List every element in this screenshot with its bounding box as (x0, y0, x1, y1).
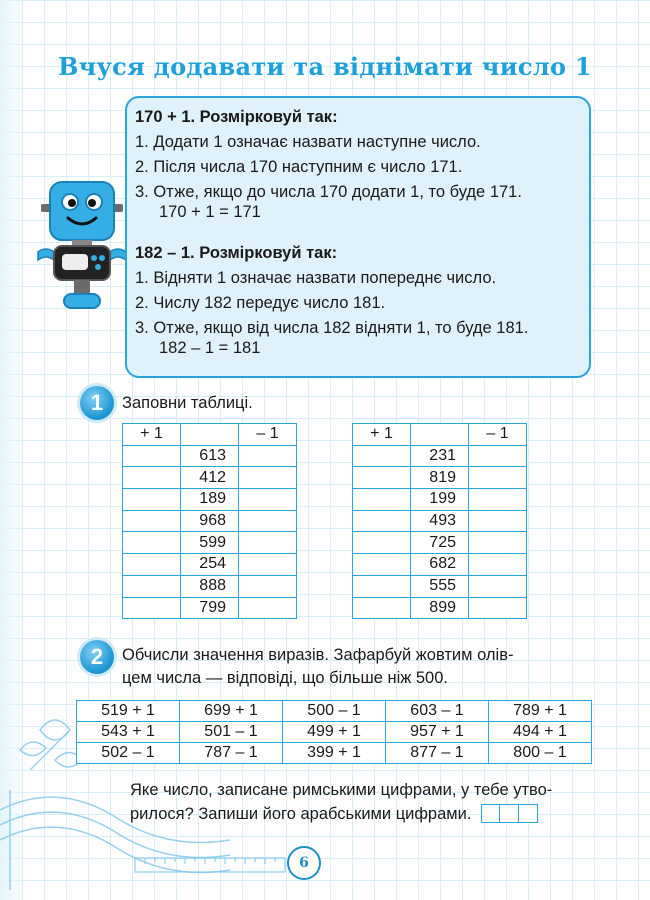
table-row (123, 554, 297, 576)
answer-cell[interactable] (123, 510, 181, 532)
header-blank (181, 424, 239, 446)
answer-cell[interactable] (239, 510, 297, 532)
task-2-line-1: Обчисли значення виразів. Зафарбуй жовтим олів- (122, 646, 514, 664)
table-row (123, 510, 297, 532)
answer-cell[interactable] (469, 510, 527, 532)
answer-cell[interactable] (239, 532, 297, 554)
number-cell: 613 (181, 445, 239, 467)
table-row (353, 445, 527, 467)
number-cell: 725 (411, 532, 469, 554)
expression-cell[interactable]: 500 – 1 (283, 701, 386, 722)
number-cell: 682 (411, 554, 469, 576)
expression-cell[interactable]: 603 – 1 (386, 701, 489, 722)
answer-cell[interactable] (469, 467, 527, 489)
table-row (353, 554, 527, 576)
number-cell: 555 (411, 575, 469, 597)
number-cell: 599 (181, 532, 239, 554)
table-row (123, 424, 297, 446)
answer-cell[interactable] (353, 489, 411, 511)
answer-cell[interactable] (239, 445, 297, 467)
answer-cell[interactable] (353, 445, 411, 467)
task-2-line-2: цем числа — відповіді, що більше ніж 500. (122, 669, 448, 687)
table-row (353, 424, 527, 446)
table-row (123, 532, 297, 554)
page-title: Вчуся додавати та віднімати число 1 (58, 52, 592, 81)
table-row (77, 743, 592, 764)
expression-cell[interactable]: 499 + 1 (283, 722, 386, 743)
sub-line-3: 3. Отже, якщо від числа 182 відняти 1, то буде 181. (135, 319, 529, 337)
add-line-1: 1. Додати 1 означає назвати наступне число. (135, 133, 481, 151)
table-left (122, 423, 297, 619)
expression-cell[interactable]: 501 – 1 (180, 722, 283, 743)
number-cell: 968 (181, 510, 239, 532)
table-row (77, 701, 592, 722)
expressions-table (76, 700, 592, 764)
answer-cell[interactable] (123, 554, 181, 576)
answer-cell[interactable] (239, 597, 297, 619)
expression-cell[interactable]: 957 + 1 (386, 722, 489, 743)
answer-cell[interactable] (123, 575, 181, 597)
add-heading: 170 + 1. Розмірковуй так: (135, 108, 338, 126)
number-cell: 899 (411, 597, 469, 619)
sub-line-2: 2. Числу 182 передує число 181. (135, 294, 386, 312)
table-right (352, 423, 527, 619)
answer-cell[interactable] (353, 467, 411, 489)
expression-cell[interactable]: 800 – 1 (489, 743, 592, 764)
answer-cell[interactable] (123, 489, 181, 511)
answer-cell[interactable] (353, 510, 411, 532)
expression-cell[interactable]: 543 + 1 (77, 722, 180, 743)
answer-cell[interactable] (469, 532, 527, 554)
sub-result: 182 – 1 = 181 (159, 339, 261, 357)
table-row (353, 597, 527, 619)
expression-cell[interactable]: 519 + 1 (77, 701, 180, 722)
answer-cell[interactable] (123, 467, 181, 489)
answer-digit-box[interactable] (518, 804, 538, 823)
task-1-badge: 1 (80, 386, 114, 420)
answer-cell[interactable] (239, 467, 297, 489)
expression-cell[interactable]: 502 – 1 (77, 743, 180, 764)
answer-cell[interactable] (469, 575, 527, 597)
page-number: 6 (287, 846, 321, 880)
answer-cell[interactable] (469, 489, 527, 511)
answer-cell[interactable] (353, 597, 411, 619)
table-row (123, 489, 297, 511)
expression-cell[interactable]: 877 – 1 (386, 743, 489, 764)
header-plus-one: + 1 (123, 424, 181, 446)
sub-line-1: 1. Відняти 1 означає назвати попереднє число. (135, 269, 497, 287)
expression-cell[interactable]: 787 – 1 (180, 743, 283, 764)
answer-digit-box[interactable] (481, 804, 501, 823)
number-cell: 254 (181, 554, 239, 576)
number-cell: 819 (411, 467, 469, 489)
answer-cell[interactable] (239, 554, 297, 576)
answer-cell[interactable] (469, 445, 527, 467)
answer-cell[interactable] (239, 489, 297, 511)
expression-cell[interactable]: 399 + 1 (283, 743, 386, 764)
task-2-badge: 2 (80, 640, 114, 674)
table-row (77, 722, 592, 743)
table-row (353, 575, 527, 597)
task-1-text: Заповни таблиці. (122, 394, 253, 412)
number-cell: 189 (181, 489, 239, 511)
expression-cell[interactable]: 699 + 1 (180, 701, 283, 722)
robot-illustration (36, 180, 128, 314)
table-row (353, 467, 527, 489)
header-blank (411, 424, 469, 446)
table-row (353, 489, 527, 511)
answer-cell[interactable] (239, 575, 297, 597)
answer-cell[interactable] (123, 532, 181, 554)
number-cell: 493 (411, 510, 469, 532)
answer-cell[interactable] (469, 554, 527, 576)
answer-cell[interactable] (353, 532, 411, 554)
expression-cell[interactable]: 494 + 1 (489, 722, 592, 743)
table-row (123, 597, 297, 619)
number-cell: 199 (411, 489, 469, 511)
sub-heading: 182 – 1. Розмірковуй так: (135, 244, 338, 262)
answer-cell[interactable] (353, 554, 411, 576)
number-cell: 888 (181, 575, 239, 597)
add-line-3: 3. Отже, якщо до числа 170 додати 1, то буде 171. (135, 183, 522, 201)
table-row (123, 445, 297, 467)
add-result: 170 + 1 = 171 (159, 203, 261, 221)
table-row (123, 575, 297, 597)
table-row (353, 510, 527, 532)
expression-cell[interactable]: 789 + 1 (489, 701, 592, 722)
answer-cell[interactable] (469, 597, 527, 619)
number-cell: 799 (181, 597, 239, 619)
answer-cell[interactable] (353, 575, 411, 597)
rule-box (125, 96, 591, 378)
answer-boxes[interactable] (482, 804, 538, 823)
table-row (123, 467, 297, 489)
question-line-1: Яке число, записане римськими цифрами, у тебе утво- (130, 781, 553, 799)
answer-digit-box[interactable] (499, 804, 519, 823)
header-plus-one: + 1 (353, 424, 411, 446)
number-cell: 412 (181, 467, 239, 489)
table-row (353, 532, 527, 554)
answer-cell[interactable] (123, 445, 181, 467)
number-cell: 231 (411, 445, 469, 467)
question-line-2: рилося? Запиши його арабськими цифрами. (130, 805, 472, 823)
header-minus-one: – 1 (239, 424, 297, 446)
answer-cell[interactable] (123, 597, 181, 619)
add-line-2: 2. Після числа 170 наступним є число 171. (135, 158, 463, 176)
header-minus-one: – 1 (469, 424, 527, 446)
